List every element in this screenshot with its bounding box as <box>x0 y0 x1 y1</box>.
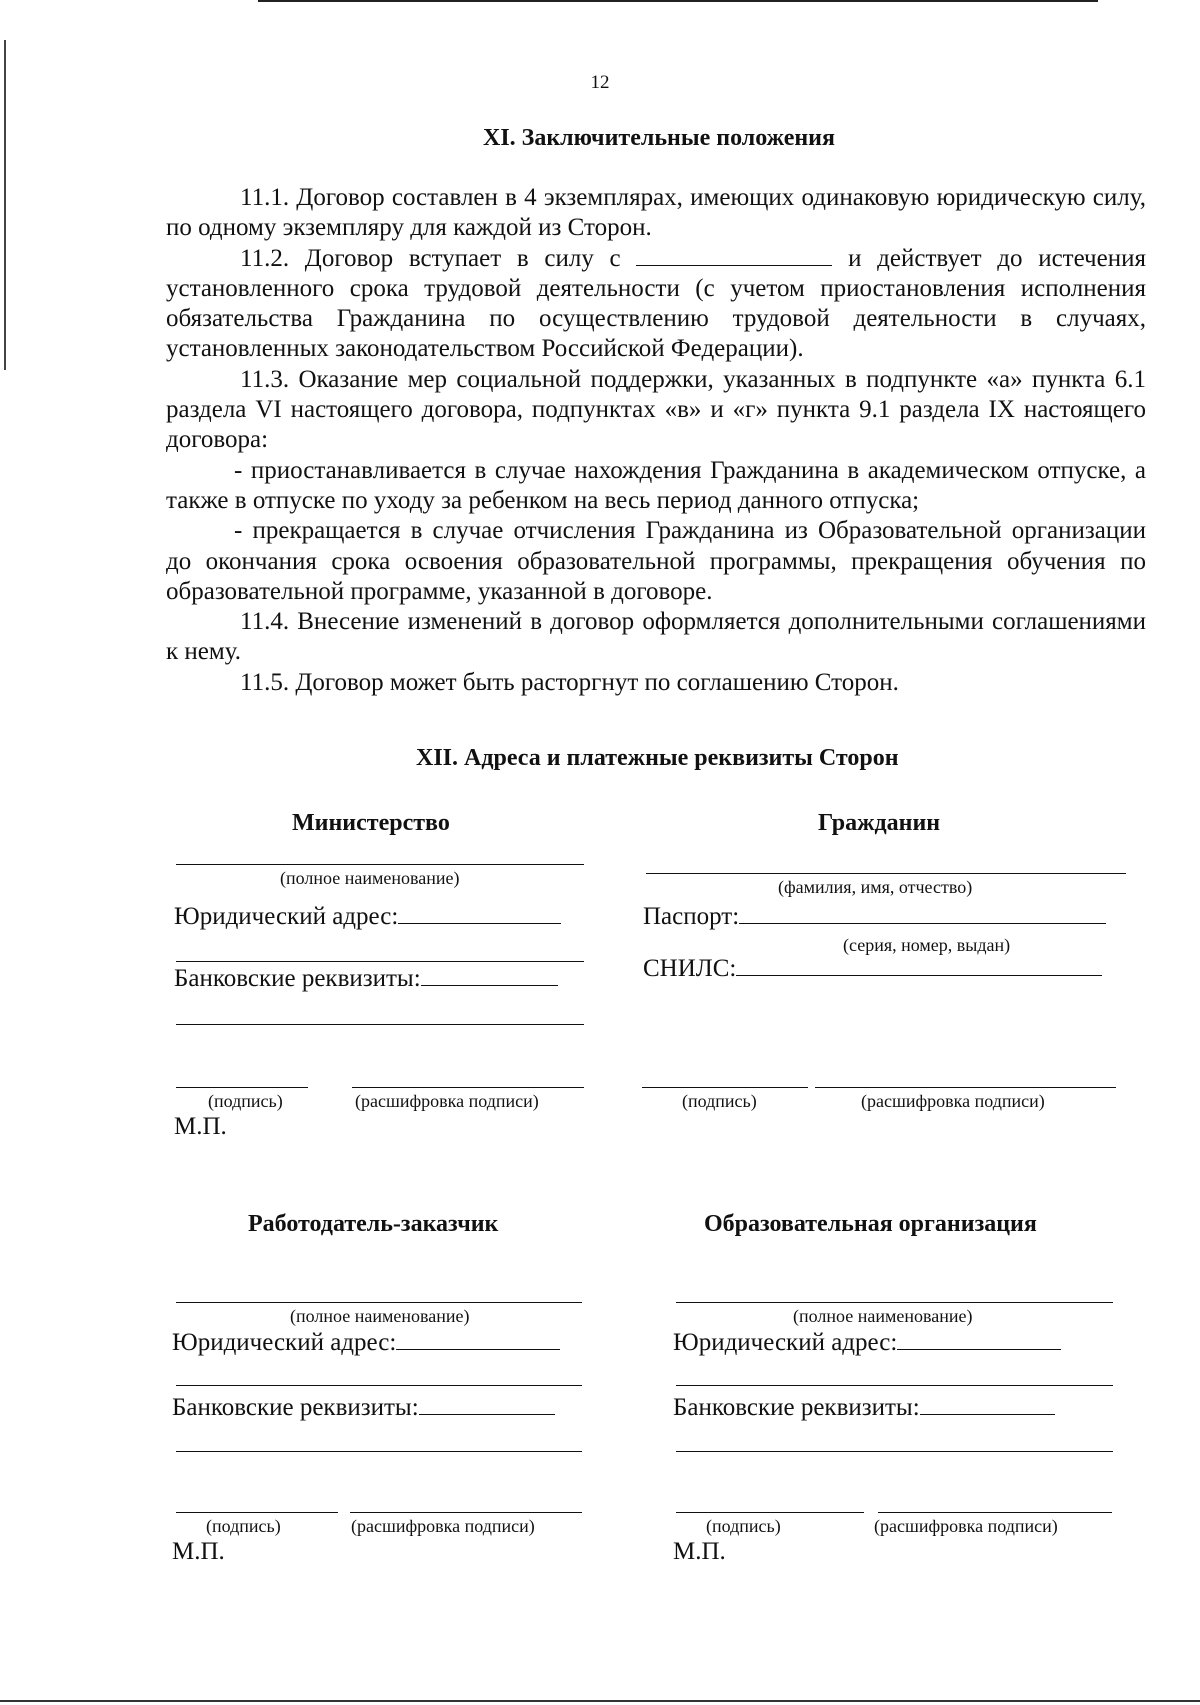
edu-org-stamp-label: М.П. <box>673 1538 726 1565</box>
edu-org-decode-caption: (расшифровка подписи) <box>874 1516 1058 1536</box>
edu-org-title: Образовательная организация <box>704 1211 1037 1237</box>
ministry-bank-field <box>174 965 558 993</box>
edu-org-sign-caption: (подпись) <box>706 1516 781 1536</box>
employer-address-blank <box>396 1329 560 1350</box>
edu-org-address-line-2 <box>676 1385 1113 1386</box>
employer-title: Работодатель-заказчик <box>248 1211 499 1237</box>
ministry-name-line <box>176 864 584 865</box>
citizen-sign-caption: (подпись) <box>682 1091 757 1111</box>
clause-11-4: 11.4. Внесение изменений в договор оформляется дополнительными соглашениями к нему. <box>166 608 1146 666</box>
ministry-decode-caption: (расшифровка подписи) <box>355 1091 539 1111</box>
employer-address-field <box>172 1329 560 1357</box>
edu-org-bank-field <box>673 1394 1055 1422</box>
citizen-title: Гражданин <box>818 810 941 836</box>
ministry-address-label: Юридический адрес: <box>174 903 399 930</box>
clause-11-2 <box>166 244 1146 365</box>
ministry-stamp-label: М.П. <box>174 1113 227 1140</box>
ministry-title: Министерство <box>292 810 450 836</box>
clause-11-3: 11.3. Оказание мер социальной поддержки, указанных в подпункте «а» пункта 6.1 раздела VI настоящего договора, подпунктах «в» и «г» пункта 9.1 раздела IX настоящего договора: <box>166 365 1146 454</box>
section-11-title: XI. Заключительные положения <box>483 125 835 151</box>
section-11-body <box>166 183 1146 698</box>
employer-stamp-label: М.П. <box>172 1538 225 1565</box>
citizen-decode-line <box>815 1087 1116 1088</box>
clause-11-2-start: 11.2. Договор вступает в силу с <box>240 244 637 272</box>
clause-11-2-end: и действует до истечения установленного срока трудовой деятельности (с учетом приостановления исполнения обязательства Гражданина по осуществлению трудовой деятельности в случаях, установленных законодательством Российской Федерации). <box>166 244 1146 363</box>
employer-bank-line-2 <box>176 1451 582 1452</box>
employer-bank-label: Банковские реквизиты: <box>172 1394 419 1421</box>
employer-decode-line <box>350 1512 582 1513</box>
employer-address-label: Юридический адрес: <box>172 1329 397 1356</box>
ministry-bank-line-2 <box>176 1024 584 1025</box>
edu-org-address-blank <box>897 1329 1061 1350</box>
citizen-snils-blank <box>736 955 1102 976</box>
ministry-sign-line <box>176 1087 308 1088</box>
citizen-snils-label: СНИЛС: <box>643 955 737 982</box>
employer-decode-caption: (расшифровка подписи) <box>351 1516 535 1536</box>
citizen-passport-field <box>643 903 1106 931</box>
edu-org-bank-line-2 <box>676 1451 1113 1452</box>
ministry-address-line-2 <box>176 961 584 962</box>
edu-org-name-caption: (полное наименование) <box>793 1306 973 1326</box>
employer-address-line-2 <box>176 1385 582 1386</box>
ministry-decode-line <box>352 1087 584 1088</box>
edu-org-bank-label: Банковские реквизиты: <box>673 1394 920 1421</box>
ministry-sign-caption: (подпись) <box>208 1091 283 1111</box>
citizen-passport-caption: (серия, номер, выдан) <box>843 935 1011 955</box>
scan-edge-bottom <box>0 1700 1200 1702</box>
employer-sign-caption: (подпись) <box>206 1516 281 1536</box>
clause-11-3-bullet-suspend: - приостанавливается в случае нахождения Гражданина в академическом отпуске, а также в отпуске по уходу за ребенком на весь период данного отпуска; <box>166 456 1146 514</box>
ministry-address-blank <box>398 903 561 924</box>
edu-org-address-field <box>673 1329 1061 1357</box>
employer-bank-blank <box>419 1394 555 1415</box>
ministry-name-caption: (полное наименование) <box>280 868 460 888</box>
edu-org-name-line <box>676 1302 1113 1303</box>
scan-edge-top <box>258 0 1098 2</box>
employer-bank-field <box>172 1394 555 1422</box>
citizen-sign-line <box>642 1087 808 1088</box>
citizen-passport-blank <box>739 903 1106 924</box>
citizen-name-caption: (фамилия, имя, отчество) <box>778 877 973 897</box>
edu-org-decode-line <box>878 1512 1112 1513</box>
citizen-passport-label: Паспорт: <box>643 903 740 930</box>
edu-org-bank-blank <box>920 1394 1055 1415</box>
employer-name-caption: (полное наименование) <box>290 1306 470 1326</box>
section-12-title: XII. Адреса и платежные реквизиты Сторон <box>416 745 899 771</box>
citizen-name-line <box>646 873 1126 874</box>
edu-org-sign-line <box>676 1512 864 1513</box>
effective-date-blank <box>636 245 832 266</box>
ministry-address-field <box>174 903 561 931</box>
employer-name-line <box>176 1302 582 1303</box>
employer-sign-line <box>176 1512 338 1513</box>
ministry-bank-blank <box>421 965 558 986</box>
edu-org-address-label: Юридический адрес: <box>673 1329 898 1356</box>
clause-11-1: 11.1. Договор составлен в 4 экземплярах, имеющих одинаковую юридическую силу, по одному экземпляру для каждой из Сторон. <box>166 184 1146 242</box>
citizen-snils-field <box>643 955 1102 983</box>
page-number: 12 <box>590 72 610 93</box>
ministry-bank-label: Банковские реквизиты: <box>174 965 421 992</box>
clause-11-3-bullet-terminate: - прекращается в случае отчисления Гражданина из Образовательной организации до окончания срока освоения образовательной программы, прекращения обучения по образовательной программе, указанной в договоре. <box>166 517 1146 605</box>
clause-11-5: 11.5. Договор может быть расторгнут по соглашению Сторон. <box>240 668 899 696</box>
citizen-decode-caption: (расшифровка подписи) <box>861 1091 1045 1111</box>
